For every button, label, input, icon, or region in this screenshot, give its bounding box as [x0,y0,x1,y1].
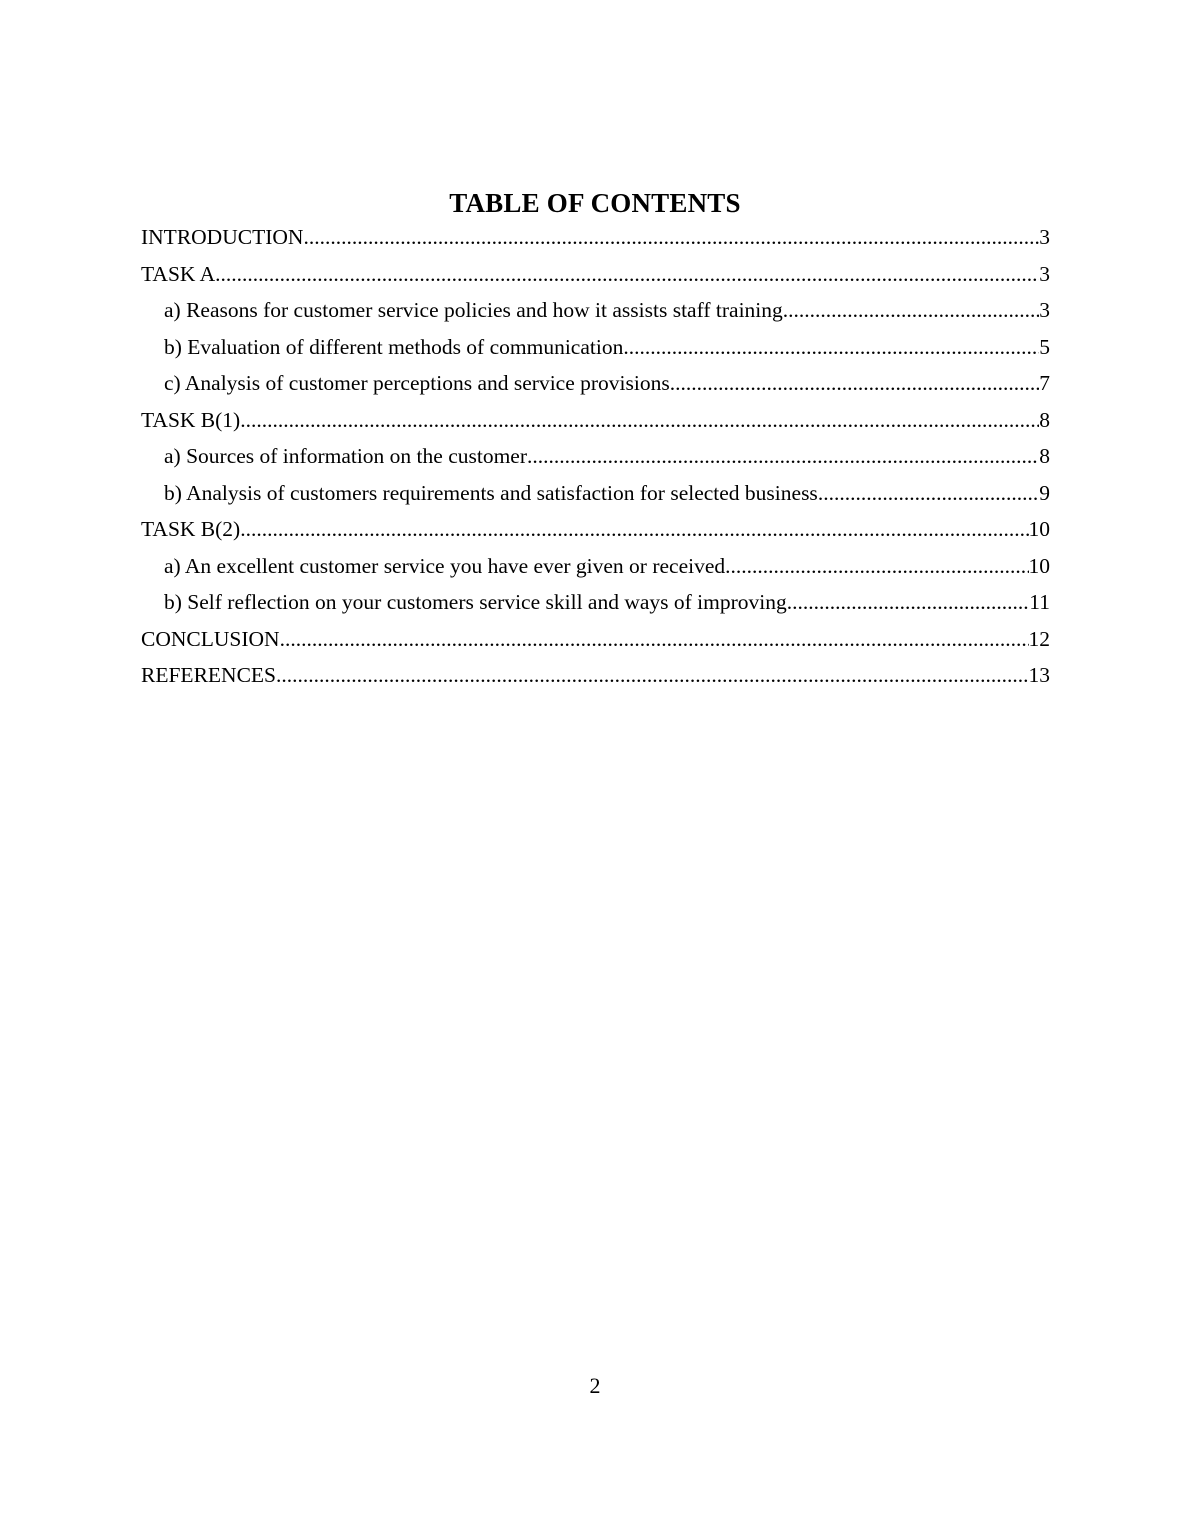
toc-entry-conclusion[interactable] [141,624,1050,661]
toc-entry-task-b1-analysis[interactable] [141,478,1050,515]
toc-entry-page: 11 [1029,590,1050,614]
toc-entry-text: b) Self reflection on your customers service skill and ways of improving [164,590,787,614]
toc-entry-text: INTRODUCTION [141,225,304,249]
toc-entry-page: 12 [1028,626,1050,651]
toc-entry-page: 10 [1028,517,1050,541]
toc-entry-text: b) Analysis of customers requirements and satisfaction for selected business [164,480,818,505]
toc-dot-leader [240,514,1028,544]
toc-entry-task-b1-sources[interactable] [141,441,1050,478]
toc-entry-page: 8 [1039,444,1050,468]
toc-dot-leader [527,441,1039,471]
toc-entry-task-b2[interactable] [141,514,1050,551]
toc-entry-text: b) Evaluation of different methods of communication [164,334,624,359]
toc-entry-page: 8 [1039,407,1050,432]
toc-entry-page: 9 [1039,480,1050,505]
toc-dot-leader [240,405,1039,435]
toc-entry-references[interactable] [141,660,1050,697]
toc-title: TABLE OF CONTENTS [449,188,741,218]
toc-dot-leader [280,624,1029,654]
toc-dot-leader [670,368,1040,398]
toc-entry-text: a) Sources of information on the customer [164,444,528,468]
toc-entry-text: TASK B(1) [141,407,241,432]
toc-entry-page: 13 [1028,663,1050,687]
toc-dot-leader [818,478,1039,508]
toc-entry-page: 5 [1039,334,1050,359]
toc-entry-page: 3 [1039,261,1050,286]
toc-dot-leader [783,295,1039,325]
toc-dot-leader [725,551,1028,581]
toc-entry-task-a-reasons[interactable] [141,295,1050,332]
toc-entry-task-a-analysis[interactable] [141,368,1050,405]
toc-entry-task-b2-self-reflection[interactable] [141,587,1050,624]
toc-entry-task-a-evaluation[interactable] [141,332,1050,369]
toc-entry-page: 3 [1039,225,1050,249]
toc-entry-introduction[interactable] [141,222,1050,259]
toc-entry-text: c) Analysis of customer perceptions and service provisions [164,371,670,395]
toc-entry-text: a) Reasons for customer service policies and how it assists staff training [164,298,783,322]
toc-entry-page: 10 [1028,553,1050,578]
toc-dot-leader [215,259,1039,289]
toc-entry-text: REFERENCES [141,663,276,687]
toc-entry-page: 7 [1039,371,1050,395]
toc-dot-leader [623,332,1039,362]
toc-entry-page: 3 [1039,298,1050,322]
toc-entry-task-b2-excellent-service[interactable] [141,551,1050,588]
toc-entry-text: TASK A [141,261,216,286]
page-number: 2 [589,1373,601,1398]
toc-entry-text: CONCLUSION [141,626,280,651]
toc-dot-leader [787,587,1030,617]
toc-dot-leader [276,660,1029,690]
toc-entry-text: a) An excellent customer service you have ever given or received [164,553,726,578]
toc-dot-leader [303,222,1039,252]
toc-list [141,222,1050,697]
toc-entry-text: TASK B(2) [141,517,241,541]
toc-entry-task-b1[interactable] [141,405,1050,442]
toc-entry-task-a[interactable] [141,259,1050,296]
